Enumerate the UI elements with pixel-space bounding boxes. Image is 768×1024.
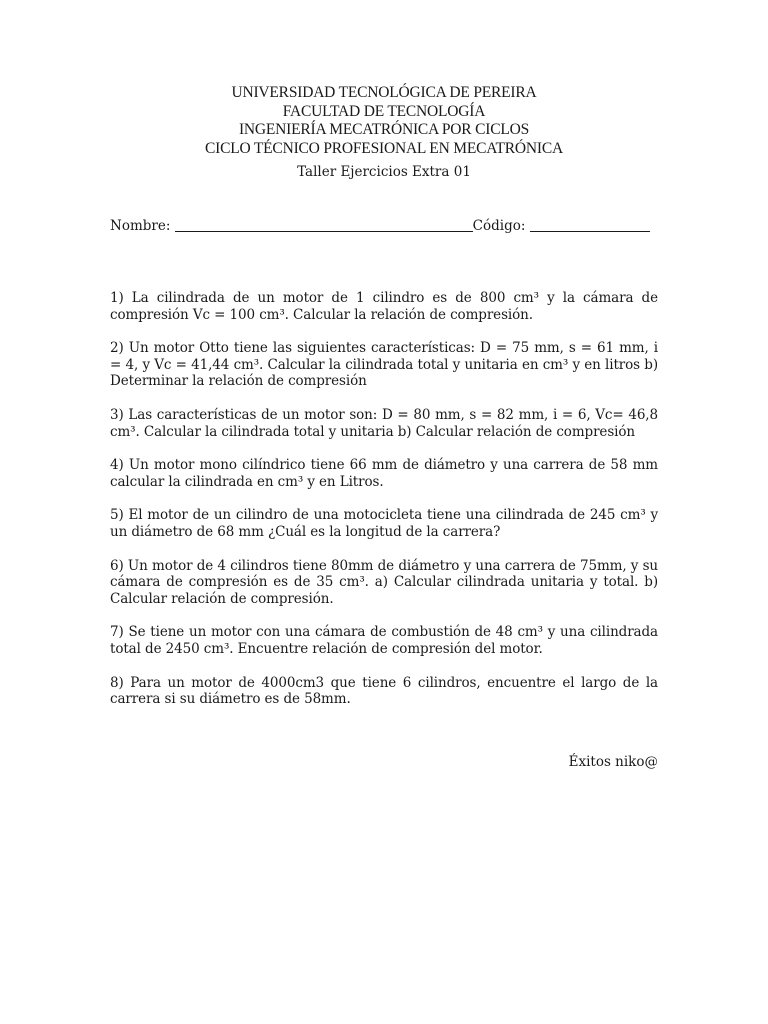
exercise-7: 7) Se tiene un motor con una cámara de combustión de 48 cm³ y una cilindrada total de 2450 cm³. Encuentre relación de compresión del motor. <box>110 624 658 657</box>
exercise-6: 6) Un motor de 4 cilindros tiene 80mm de diámetro y una carrera de 75mm, y su cámara de compresión es de 35 cm³. a) Calcular cilindrada unitaria y total. b) Calcular relación de compresión. <box>110 557 658 607</box>
exercise-3: 3) Las características de un motor son: D = 80 mm, s = 82 mm, i = 6, Vc= 46,8 cm³. Calcular la cilindrada total y unitaria b) Calcular relación de compresión <box>110 406 658 440</box>
exercise-2: 2) Un motor Otto tiene las siguientes características: D = 75 mm, s = 61 mm, i = 4, y Vc = 41,44 cm³. Calcular la cilindrada total y unitaria en cm³ y en litros b) Determinar la relación de compresión <box>110 340 658 390</box>
exercise-4: 4) Un motor mono cilíndrico tiene 66 mm de diámetro y una carrera de 58 mm calcular la cilindrada en cm³ y en Litros. <box>110 457 658 490</box>
code-blank-line <box>530 218 650 232</box>
document-header <box>0 84 768 158</box>
closing-signature: Éxitos niko@ <box>568 754 658 770</box>
faculty-name: FACULTAD DE TECNOLOGÍA <box>282 102 486 120</box>
document-subtitle: Taller Ejercicios Extra 01 <box>297 164 471 180</box>
name-label: Nombre: <box>110 218 171 234</box>
student-info-row <box>110 217 670 235</box>
exercise-list <box>110 290 658 725</box>
exercise-8: 8) Para un motor de 4000cm3 que tiene 6 cilindros, encuentre el largo de la carrera si su diámetro es de 58mm. <box>110 674 658 708</box>
program-name: INGENIERÍA MECATRÓNICA POR CICLOS <box>238 121 530 138</box>
exercise-5: 5) El motor de un cilindro de una motocicleta tiene una cilindrada de 245 cm³ y un diámetro de 68 mm ¿Cuál es la longitud de la carrera? <box>110 507 658 540</box>
code-label: Código: <box>472 218 526 234</box>
cycle-name: CICLO TÉCNICO PROFESIONAL EN MECATRÓNICA <box>205 139 563 157</box>
exercise-1: 1) La cilindrada de un motor de 1 cilindro es de 800 cm³ y la cámara de compresión Vc = 100 cm³. Calcular la relación de compresión. <box>110 290 658 323</box>
university-name: UNIVERSIDAD TECNOLÓGICA DE PEREIRA <box>231 84 537 101</box>
name-blank-line <box>175 218 473 232</box>
